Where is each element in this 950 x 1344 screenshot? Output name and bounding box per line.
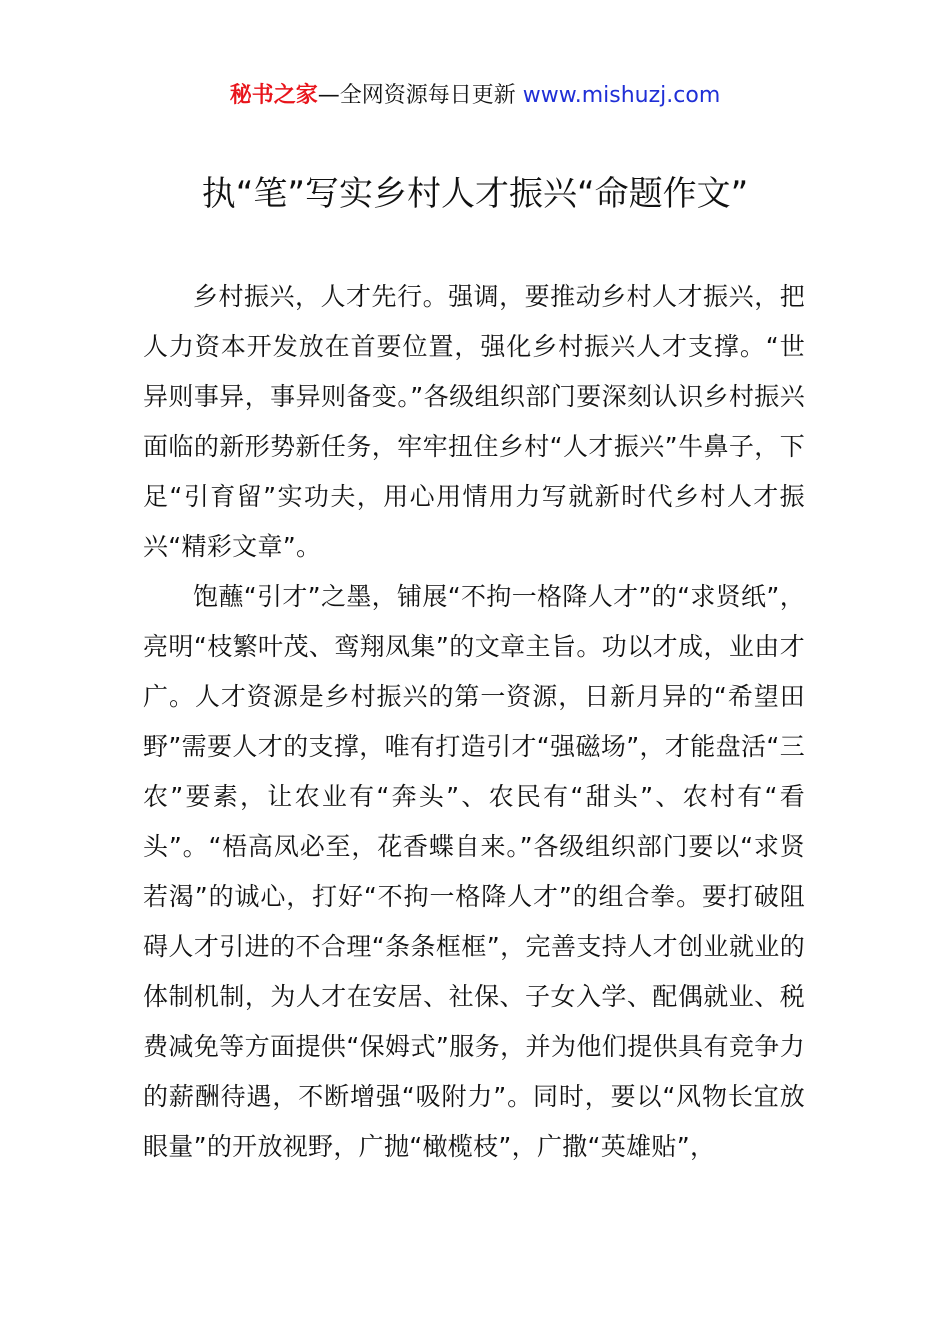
site-header bbox=[0, 80, 950, 112]
site-brand: 秘书之家 bbox=[229, 83, 318, 108]
document-body bbox=[143, 272, 805, 1172]
site-url-link[interactable]: www.mishuzj.com bbox=[522, 83, 721, 108]
document-title: 执“笔”写实乡村人才振兴“命题作文” bbox=[201, 174, 749, 214]
site-tagline: —全网资源每日更新 bbox=[317, 83, 523, 108]
paragraph-1: 乡村振兴，人才先行。强调，要推动乡村人才振兴，把人力资本开发放在首要位置，强化乡村振兴人才支撑。“世异则事异，事异则备变。”各级组织部门要深刻认识乡村振兴面临的新形势新任务，牢牢扭住乡村“人才振兴”牛鼻子，下足“引育留”实功夫，用心用情用力写就新时代乡村人才振兴“精彩文章”。 bbox=[143, 282, 805, 561]
paragraph-2: 饱蘸“引才”之墨，铺展“不拘一格降人才”的“求贤纸”，亮明“枝繁叶茂、鸾翔凤集”的文章主旨。功以才成，业由才广。人才资源是乡村振兴的第一资源，日新月异的“希望田野”需要人才的支撑，唯有打造引才“强磁场”，才能盘活“三农”要素，让农业有“奔头”、农民有“甜头”、农村有“看头”。“梧高凤必至，花香蝶自来。”各级组织部门要以“求贤若渴”的诚心，打好“不拘一格降人才”的组合拳。要打破阻碍人才引进的不合理“条条框框”，完善支持人才创业就业的体制机制，为人才在安居、社保、子女入学、配偶就业、税费减免等方面提供“保姆式”服务，并为他们提供具有竞争力的薪酬待遇，不断增强“吸附力”。同时，要以“风物长宜放眼量”的开放视野，广抛“橄榄枝”，广撒“英雄贴”， bbox=[143, 582, 805, 1161]
